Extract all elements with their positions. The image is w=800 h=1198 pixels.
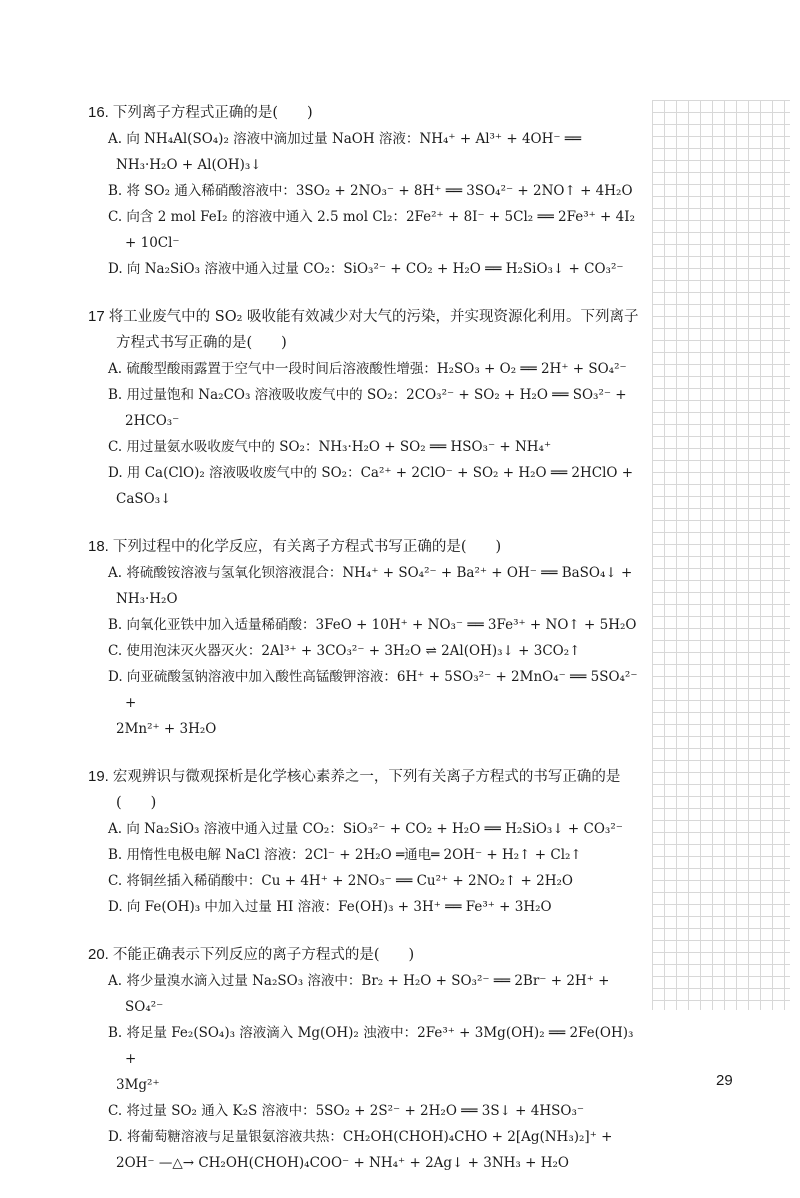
question-19: [88, 764, 648, 920]
option-d-continued: CaSO₃↓: [116, 491, 172, 507]
option-c: C. 用过量氨水吸收废气中的 SO₂：NH₃·H₂O + SO₂ ══ HSO₃⁻ + NH₄⁺: [108, 439, 552, 455]
option-d-continued: 2Mn²⁺ + 3H₂O: [116, 721, 217, 737]
option-d: D. 用 Ca(ClO)₂ 溶液吸收废气中的 SO₂：Ca²⁺ + 2ClO⁻ + SO₂ + H₂O ══ 2HClO +: [108, 465, 634, 481]
question-stem: 17 将工业废气中的 SO₂ 吸收能有效减少对大气的污染，并实现资源化利用。下列离子方程式书写正确的是( ): [88, 308, 639, 351]
answer-grid-area: [652, 100, 790, 1010]
option-b: B. 用过量饱和 Na₂CO₃ 溶液吸收废气中的 SO₂：2CO₃²⁻ + SO₂ + H₂O ══ SO₃²⁻ + 2HCO₃⁻: [108, 387, 627, 429]
option-a: A. 向 Na₂SiO₃ 溶液中通入过量 CO₂：SiO₃²⁻ + CO₂ + H₂O ══ H₂SiO₃↓ + CO₃²⁻: [108, 821, 623, 837]
option-b-continued: 3Mg²⁺: [116, 1077, 160, 1093]
option-b: B. 将足量 Fe₂(SO₄)₃ 溶液滴入 Mg(OH)₂ 浊液中：2Fe³⁺ + 3Mg(OH)₂ ══ 2Fe(OH)₃ +: [108, 1025, 634, 1067]
option-a: A. 硫酸型酸雨露置于空气中一段时间后溶液酸性增强：H₂SO₃ + O₂ ══ 2H⁺ + SO₄²⁻: [108, 361, 627, 377]
option-c: C. 使用泡沫灭火器灭火：2Al³⁺ + 3CO₃²⁻ + 3H₂O ⇌ 2Al(OH)₃↓ + 3CO₂↑: [108, 643, 581, 659]
question-20: [88, 942, 648, 1176]
question-stem: 18. 下列过程中的化学反应，有关离子方程式书写正确的是( ): [88, 538, 502, 555]
question-number: 19.: [88, 768, 109, 785]
option-b: B. 将 SO₂ 通入稀硝酸溶液中：3SO₂ + 2NO₃⁻ + 8H⁺ ══ 3SO₄²⁻ + 2NO↑ + 4H₂O: [108, 183, 633, 199]
option-b: B. 向氧化亚铁中加入适量稀硝酸：3FeO + 10H⁺ + NO₃⁻ ══ 3Fe³⁺ + NO↑ + 5H₂O: [108, 617, 637, 633]
option-c: C. 将过量 SO₂ 通入 K₂S 溶液中：5SO₂ + 2S²⁻ + 2H₂O ══ 3S↓ + 4HSO₃⁻: [108, 1103, 584, 1119]
option-d: D. 向 Na₂SiO₃ 溶液中通入过量 CO₂：SiO₃²⁻ + CO₂ + H₂O ══ H₂SiO₃↓ + CO₃²⁻: [108, 261, 624, 277]
option-d-continued: 2OH⁻ —△→ CH₂OH(CHOH)₄COO⁻ + NH₄⁺ + 2Ag↓ + 3NH₃ + H₂O: [116, 1155, 569, 1171]
question-17: [88, 304, 648, 512]
question-number: 20.: [88, 946, 109, 963]
option-a-continued: NH₃·H₂O: [116, 591, 178, 607]
question-stem: 19. 宏观辨识与微观探析是化学核心素养之一，下列有关离子方程式的书写正确的是( ): [88, 768, 621, 811]
question-stem: 20. 不能正确表示下列反应的离子方程式的是( ): [88, 946, 415, 963]
option-c: C. 向含 2 mol FeI₂ 的溶液中通入 2.5 mol Cl₂：2Fe²⁺ + 8I⁻ + 5Cl₂ ══ 2Fe³⁺ + 4I₂ + 10Cl⁻: [108, 209, 635, 251]
option-d: D. 向 Fe(OH)₃ 中加入过量 HI 溶液：Fe(OH)₃ + 3H⁺ ══ Fe³⁺ + 3H₂O: [108, 899, 552, 915]
option-d: D. 向亚硫酸氢钠溶液中加入酸性高锰酸钾溶液：6H⁺ + 5SO₃²⁻ + 2MnO₄⁻ ══ 5SO₄²⁻ +: [108, 669, 638, 711]
option-a: A. 向 NH₄Al(SO₄)₂ 溶液中滴加过量 NaOH 溶液：NH₄⁺ + Al³⁺ + 4OH⁻ ══: [108, 131, 582, 147]
question-stem: 16. 下列离子方程式正确的是( ): [88, 104, 313, 121]
question-16: [88, 100, 648, 282]
question-list: [88, 100, 648, 1198]
option-c: C. 将铜丝插入稀硝酸中：Cu + 4H⁺ + 2NO₃⁻ ══ Cu²⁺ + 2NO₂↑ + 2H₂O: [108, 873, 573, 889]
option-d: D. 将葡萄糖溶液与足量银氨溶液共热：CH₂OH(CHOH)₄CHO + 2[Ag(NH₃)₂]⁺ +: [108, 1129, 613, 1145]
option-a-continued: NH₃·H₂O + Al(OH)₃↓: [116, 157, 262, 173]
option-a: A. 将少量溴水滴入过量 Na₂SO₃ 溶液中：Br₂ + H₂O + SO₃²⁻ ══ 2Br⁻ + 2H⁺ + SO₄²⁻: [108, 973, 610, 1015]
question-number: 16.: [88, 104, 109, 121]
page-number: 29: [716, 1072, 733, 1089]
option-a: A. 将硫酸铵溶液与氢氧化钡溶液混合：NH₄⁺ + SO₄²⁻ + Ba²⁺ + OH⁻ ══ BaSO₄↓ +: [108, 565, 633, 581]
question-18: [88, 534, 648, 742]
question-number: 17: [88, 308, 105, 325]
option-b: B. 用惰性电极电解 NaCl 溶液：2Cl⁻ + 2H₂O ═通电═ 2OH⁻ + H₂↑ + Cl₂↑: [108, 847, 582, 863]
question-number: 18.: [88, 538, 109, 555]
